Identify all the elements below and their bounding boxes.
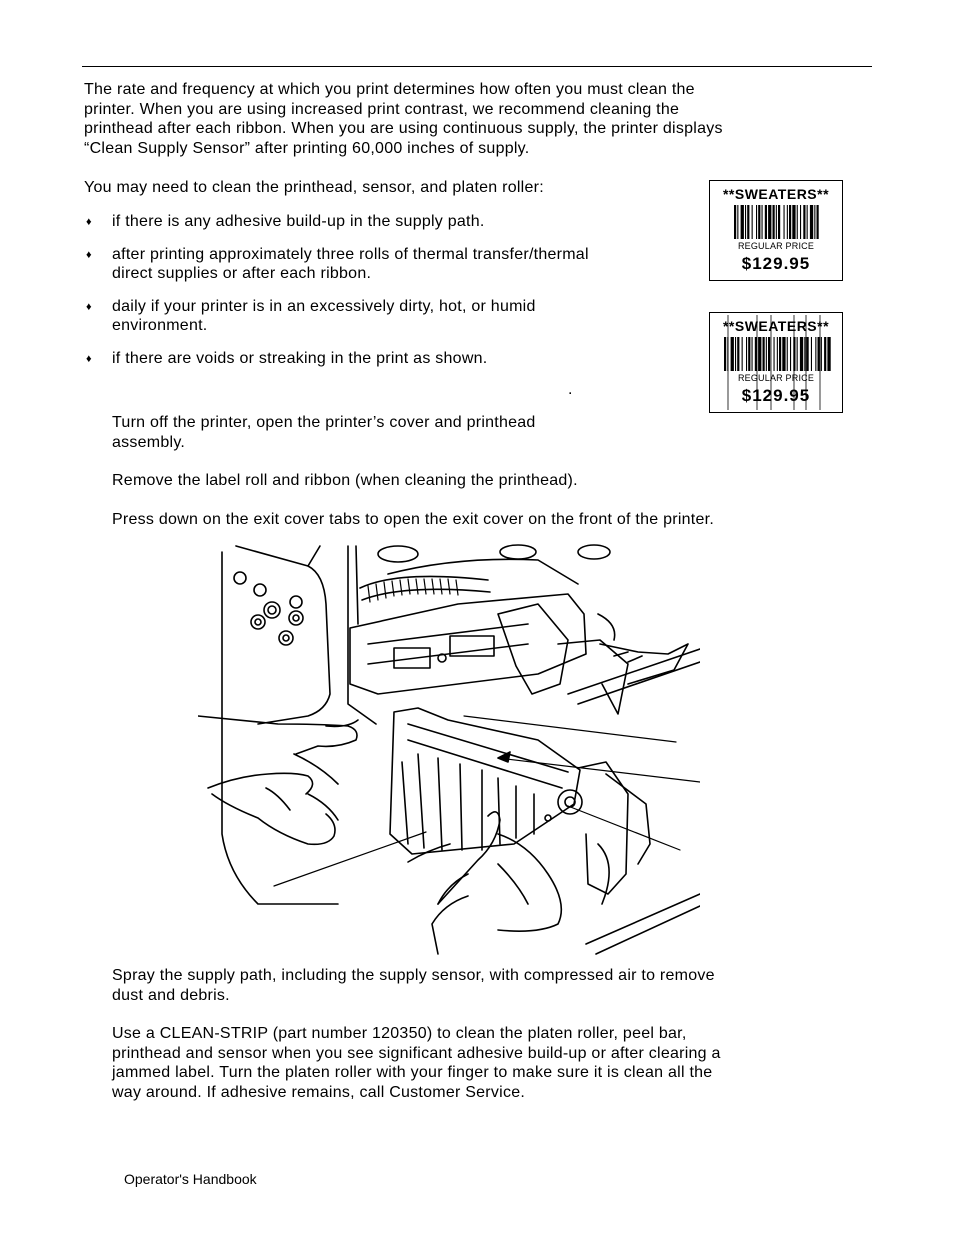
diamond-bullet-icon: ♦ bbox=[86, 216, 92, 228]
step-text: Spray the supply path, including the supply sensor, with compressed air to remove bbox=[112, 967, 715, 984]
clean-need-statement: You may need to clean the printhead, sensor, and platen roller: bbox=[84, 179, 544, 196]
header-rule bbox=[82, 66, 872, 67]
intro-line: printer. When you are using increased print contrast, we recommend cleaning the bbox=[84, 101, 680, 118]
good-print-label-sample bbox=[709, 180, 843, 281]
label-price: $129.95 bbox=[741, 386, 811, 405]
bullet-text: direct supplies or after each ribbon. bbox=[112, 265, 372, 282]
streaked-print-label-sample bbox=[709, 312, 843, 413]
step-text: Remove the label roll and ribbon (when cleaning the printhead). bbox=[112, 472, 578, 489]
step-text: Turn off the printer, open the printer’s cover and printhead bbox=[112, 414, 536, 431]
bullet-text: if there are voids or streaking in the print as shown. bbox=[112, 350, 488, 367]
label-title: **SWEATERS** bbox=[722, 318, 830, 334]
step-text: Use a CLEAN-STRIP (part number 120350) to clean the platen roller, peel bar, bbox=[112, 1025, 687, 1042]
printer-cleaning-illustration bbox=[198, 544, 700, 958]
diamond-bullet-icon: ♦ bbox=[86, 301, 92, 313]
diamond-bullet-icon: ♦ bbox=[86, 353, 92, 365]
label-price: $129.95 bbox=[741, 254, 811, 273]
step-text: jammed label. Turn the platen roller with your finger to make sure it is clean all the bbox=[112, 1064, 713, 1081]
step-text: printhead and sensor when you see significant adhesive build-up or after clearing a bbox=[112, 1045, 721, 1062]
label-title: **SWEATERS** bbox=[722, 186, 830, 202]
label-subtitle: REGULAR PRICE bbox=[737, 373, 815, 383]
intro-line: “Clean Supply Sensor” after printing 60,000 inches of supply. bbox=[84, 140, 530, 157]
step-text: assembly. bbox=[112, 434, 186, 451]
intro-line: The rate and frequency at which you print determines how often you must clean the bbox=[84, 81, 695, 98]
label-subtitle: REGULAR PRICE bbox=[737, 241, 815, 251]
step-text: dust and debris. bbox=[112, 987, 230, 1004]
stray-period: . bbox=[568, 381, 573, 398]
bullet-text: daily if your printer is in an excessively dirty, hot, or humid bbox=[112, 298, 536, 315]
diamond-bullet-icon: ♦ bbox=[86, 249, 92, 261]
footer-title: Operator's Handbook bbox=[124, 1171, 257, 1187]
step-text: Press down on the exit cover tabs to open the exit cover on the front of the printer. bbox=[112, 511, 715, 528]
intro-line: printhead after each ribbon. When you are using continuous supply, the printer displays bbox=[84, 120, 723, 137]
bullet-text: environment. bbox=[112, 317, 208, 334]
bullet-text: after printing approximately three rolls of thermal transfer/thermal bbox=[112, 246, 589, 263]
bullet-text: if there is any adhesive build-up in the supply path. bbox=[112, 213, 485, 230]
step-text: way around. If adhesive remains, call Customer Service. bbox=[112, 1084, 526, 1101]
